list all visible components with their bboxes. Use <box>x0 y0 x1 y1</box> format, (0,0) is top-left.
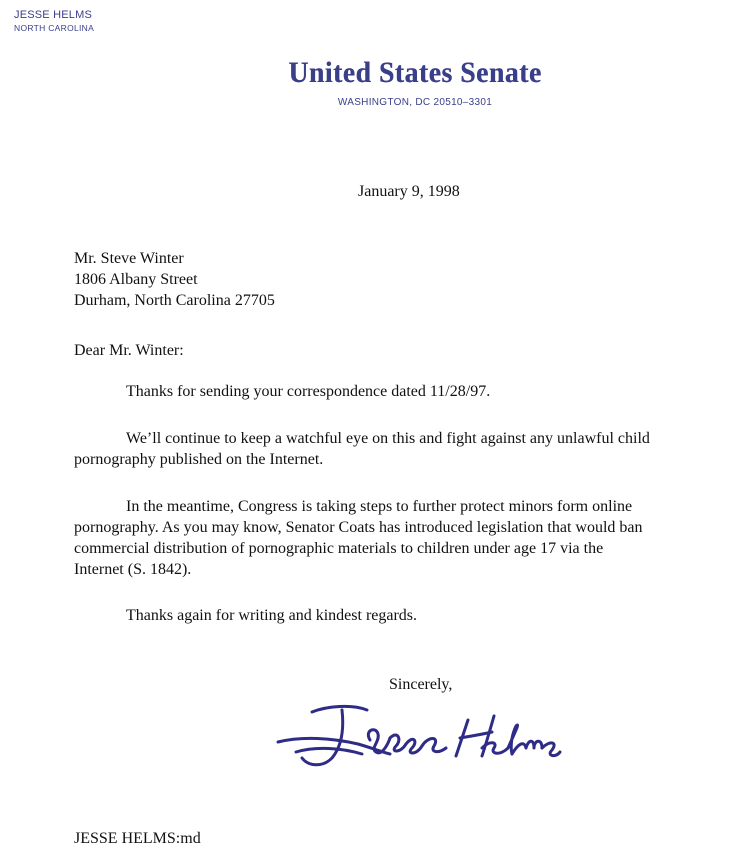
letterhead-title: United States Senate <box>288 56 542 89</box>
body-paragraph-3 <box>74 496 746 580</box>
body-paragraph-4 <box>74 605 746 626</box>
paragraph-line: In the meantime, Congress is taking steps to further protect minors form online <box>126 498 633 515</box>
recipient-city-state-zip: Durham, North Carolina 27705 <box>74 292 275 309</box>
letterhead-address: WASHINGTON, DC 20510–3301 <box>337 97 493 108</box>
handwritten-signature <box>272 700 562 778</box>
letter-date: January 9, 1998 <box>358 183 460 200</box>
recipient-address <box>74 248 275 311</box>
sender-name: JESSE HELMS <box>14 9 93 21</box>
paragraph-line: We’ll continue to keep a watchful eye on this and fight against any unlawful child <box>126 430 650 447</box>
typed-signoff: JESSE HELMS:md <box>74 830 201 847</box>
paragraph-line: pornography. As you may know, Senator Coats has introduced legislation that would ban <box>74 519 643 536</box>
closing: Sincerely, <box>389 676 453 693</box>
paragraph-line: Thanks again for writing and kindest regards. <box>126 607 418 624</box>
body-paragraph-1 <box>74 381 746 402</box>
body-paragraph-2 <box>74 428 746 470</box>
paragraph-line: pornography published on the Internet. <box>74 451 324 468</box>
paragraph-line: Internet (S. 1842). <box>74 561 192 578</box>
salutation: Dear Mr. Winter: <box>74 342 184 359</box>
paragraph-line: commercial distribution of pornographic materials to children under age 17 via the <box>74 540 604 557</box>
letterhead-masthead <box>260 56 570 108</box>
paragraph-line: Thanks for sending your correspondence dated 11/28/97. <box>126 383 491 400</box>
sender-state: NORTH CAROLINA <box>14 22 95 33</box>
sender-block <box>14 9 94 33</box>
recipient-street: 1806 Albany Street <box>74 271 198 288</box>
recipient-name: Mr. Steve Winter <box>74 250 184 267</box>
